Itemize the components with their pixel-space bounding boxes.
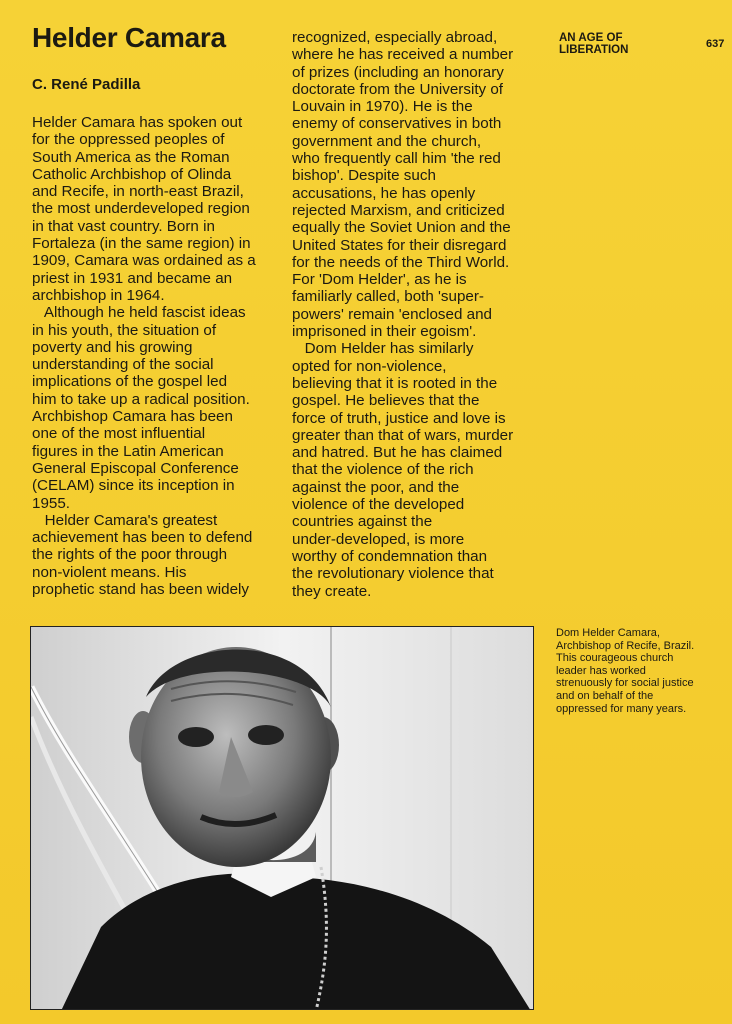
article-column-2: recognized, especially abroad, where he has received a number of prizes (including an honorary doctorate from the University of Louvain in 1970). He is the enemy of conservatives in both government and the church, who frequently call him 'the red bishop'. Despite such accusations, he has openly rejected Marxism, and criticized equally the Soviet Union and the United States for their disregard for the needs of the Third World. For 'Dom Helder', as he is familiarly called, both 'super- powers' remain 'enclosed and imprisoned in their egoism'. Dom Helder has similarly opted for non-violence, believing that it is rooted in the gospel. He believes that the force of truth, justice and love is greater than that of wars, murder and hatred. But he has claimed that the violence of the rich against the poor, and the violence of the developed countries against the under-developed, is more worthy of condemnation than the revolutionary violence that they create.	[292, 29, 514, 600]
article-column-1: Helder Camara has spoken out for the oppressed peoples of South America as the Roman Catholic Archbishop of Olinda and Recife, in north-east Brazil, the most underdeveloped region in that vast country. Born in Fortaleza (in the same region) in 1909, Camara was ordained as a priest in 1931 and became an archbishop in 1964. Although he held fascist ideas in his youth, the situation of poverty and his growing understanding of the social implications of the gospel led him to take up a radical position. Archbishop Camara has been one of the most influential figures in the Latin American General Episcopal Conference (CELAM) since its inception in 1955. Helder Camara's greatest achievement has been to defend the rights of the poor through non-violent means. His prophetic stand has been widely	[32, 114, 256, 599]
section-heading: AN AGE OF LIBERATION	[559, 32, 629, 56]
portrait-illustration	[31, 627, 534, 1010]
article-author: C. René Padilla	[32, 76, 141, 93]
page-number: 637	[706, 38, 725, 50]
portrait-photo	[30, 626, 534, 1010]
article-title: Helder Camara	[32, 22, 226, 53]
photo-caption: Dom Helder Camara, Archbishop of Recife, Brazil. This courageous church leader has worked strenuously for social justice and on behalf of the oppressed for many years.	[556, 627, 695, 715]
